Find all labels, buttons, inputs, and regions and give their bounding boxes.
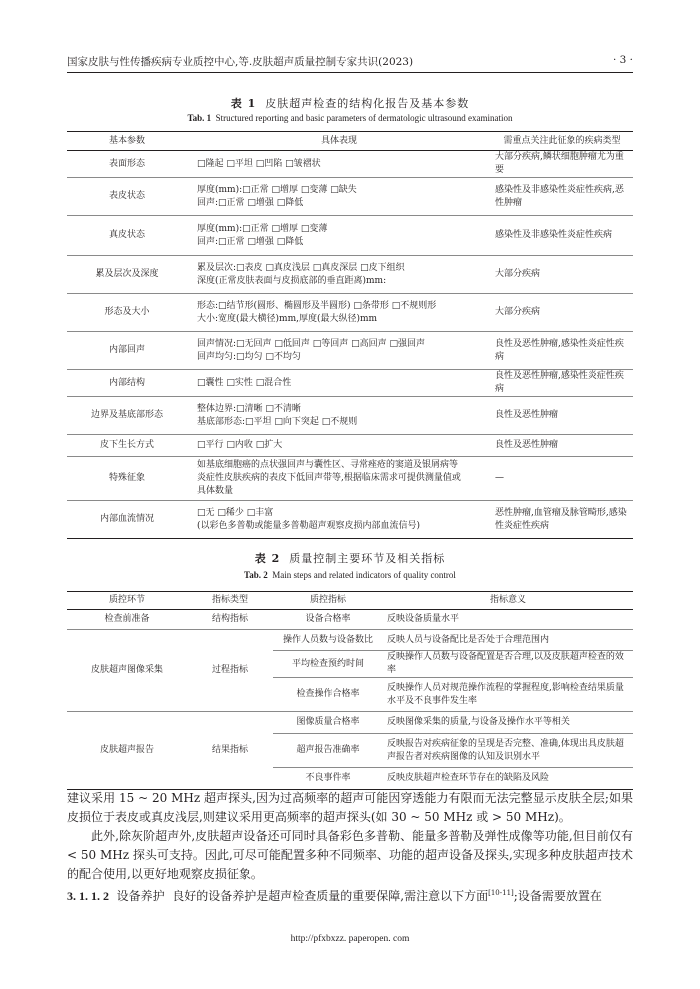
table1-label-en: Tab. 1 [187,113,212,123]
table-row [67,712,633,734]
perf-cell [187,332,491,370]
paragraph: 此外,除灰阶超声外,皮肤超声设备还可同时具备彩色多普勒、能量多普勒及弹性成像等功能,但目前仅有 < 50 MHz 探头可支持。因此,可尽可能配置多种不同频率、功能的超声设备及探头,实现多种皮肤超声技术的配合使用,以更好地观察皮损征象。 [67,829,633,881]
types-cell: 良性及恶性肿瘤,感染性炎症性疾病 [495,338,624,362]
perf-line: 厚度(mm):□正常 □增厚 □变薄 □缺失 [197,184,357,195]
table2-label-en: Tab. 2 [244,570,268,580]
table2 [67,591,633,790]
types-cell: 大部分疾病,鳞状细胞肿瘤尤为重要 [495,152,624,175]
table-row [67,630,633,651]
types-cell: 良性及恶性肿瘤,感染性炎症性疾病 [495,371,624,394]
types-cell: 感染性及非感染性炎症性疾病,恶性肿瘤 [495,184,624,208]
step-cell: 皮肤超声报告 [99,745,154,755]
types-cell: 良性及恶性肿瘤 [495,440,559,450]
param-cell: 形态及大小 [104,307,150,317]
table2-caption-cn: 质量控制主要环节及相关指标 [289,552,446,565]
perf-line: 形态:□结节形(圆形、椭圆形及半圆形) □条带形 □不规则形 [197,300,437,311]
perf-cell [187,501,491,539]
section-text-tail: ;设备需要放置在 [513,889,602,903]
page-number: · 3 · [612,54,633,66]
perf-line: □囊性 □实性 □混合性 [197,377,292,388]
types-cell: 大部分疾病 [495,307,541,317]
citation[interactable]: [10-11] [488,889,514,897]
table1-caption-en: Structured reporting and basic parameters of dermatologic ultrasound examination [215,113,513,123]
types-cell: 恶性肿瘤,血管瘤及脉管畸形,感染性炎症性疾病 [495,507,627,531]
param-cell: 内部回声 [108,345,145,355]
perf-line: □平行 □内收 □扩大 [197,440,283,450]
table-row [67,178,633,216]
section-paragraph [67,884,633,906]
param-cell: 表皮状态 [108,191,145,201]
indicator-cell: 设备合格率 [305,614,351,624]
table2-header-type: 指标类型 [187,592,273,610]
perf-cell [187,151,491,178]
section-heading: 设备养护 [116,889,165,903]
table-row [67,610,633,630]
perf-line: 累及层次:□表皮 □真皮浅层 □真皮深层 □皮下组织 [197,262,405,273]
running-head [67,54,633,69]
perf-cell [187,397,491,435]
table-row [67,370,633,397]
perf-cell [187,216,491,256]
table1-label-cn: 表 1 [230,97,257,110]
perf-line: □隆起 □平坦 □凹陷 □皱褶状 [197,158,321,169]
table1-caption-cn: 皮肤超声检查的结构化报告及基本参数 [265,97,470,110]
indicator-cell: 图像质量合格率 [296,717,360,727]
perf-cell [187,435,491,457]
table2-label-cn: 表 2 [254,552,281,565]
meaning-cell: 反映人员与设备配比是否处于合理范围内 [387,634,550,645]
perf-line: 厚度(mm):□正常 □增厚 □变薄 [197,223,328,234]
paragraph: 建议采用 15 ~ 20 MHz 超声探头,因为过高频率的超声可能因穿透能力有限而无法完整显示皮肤全层;如果皮损位于表皮或真皮浅层,则建议采用更高频率的超声探头(如 30 ~ 50 MHz 或 > 50 MHz)。 [67,791,633,824]
meaning-cell: 反映报告对疾病征象的呈现是否完整、准确,体现出具皮肤超声报告者对疾病图像的认知及识别水平 [387,738,624,762]
perf-line: 大小:宽度(最大横径)mm,厚度(最大纵径)mm [197,313,378,324]
types-cell: 大部分疾病 [495,269,541,279]
meaning-cell: 反映操作人员数与设备配置是否合理,以及皮肤超声检查的效率 [387,652,624,675]
section-number: 3. 1. 1. 2 [67,889,109,903]
types-cell: 感染性及非感染性炎症性疾病 [495,230,613,240]
indicator-cell: 检查操作合格率 [296,689,360,699]
table-row [67,397,633,435]
indicator-cell: 不良事件率 [305,773,351,783]
table-row [67,216,633,256]
perf-line: 回声情况:□无回声 □低回声 □等回声 □高回声 □强回声 [197,338,425,349]
param-cell: 内部血流情况 [99,514,154,524]
param-cell: 内部结构 [108,377,145,388]
table1-header-types: 需重点关注此征象的疾病类型 [491,132,633,151]
param-cell: 真皮状态 [108,230,145,240]
param-cell: 皮下生长方式 [99,440,154,450]
perf-line: 回声:□正常 □增强 □降低 [197,197,304,208]
meaning-cell: 反映图像采集的质量,与设备及操作水平等相关 [387,717,570,727]
param-cell: 表面形态 [108,158,145,169]
perf-line: 基底部形态:□平坦 □向下突起 □不规则 [197,416,358,427]
table2-header-meaning: 指标意义 [383,592,633,610]
perf-line: 回声均匀:□均匀 □不均匀 [197,351,301,362]
perf-cell [187,457,491,501]
table2-header-indicator: 质控指标 [273,592,383,610]
table1-header-perf: 具体表现 [187,132,491,151]
indicator-cell: 操作人员数与设备数比 [282,634,373,645]
table2-title-en [0,570,700,580]
param-cell: 边界及基底部形态 [90,410,163,420]
perf-cell [187,370,491,397]
step-cell: 皮肤超声图像采集 [90,665,163,675]
perf-line: 深度(正常皮肤表面与皮损底部的垂直距离)mm: [197,275,387,286]
table1-title-en [0,113,700,123]
perf-line: (以彩色多普勒或能量多普勒超声观察皮损内部血流信号) [197,520,421,531]
table-row [67,332,633,370]
perf-line: 如基底细胞癌的点状强回声与囊性区、寻常痤疮的窦道及银屑病等 [197,460,459,470]
table-row [67,294,633,332]
table2-header-step: 质控环节 [67,592,187,610]
param-cell: 累及层次及深度 [95,269,159,279]
table1-header-param: 基本参数 [67,132,187,151]
table1-title-cn [0,95,700,111]
table-row [67,457,633,501]
running-head-title: 国家皮肤与性传播疾病专业质控中心,等.皮肤超声质量控制专家共识(2023) [67,56,414,68]
perf-line: 具体数量 [197,486,234,496]
table-row [67,501,633,539]
table2-title-cn [0,550,700,566]
meaning-cell: 反映设备质量水平 [387,614,460,624]
perf-cell [187,178,491,216]
table1 [67,131,633,539]
meaning-cell: 反映操作人员对规范操作流程的掌握程度,影响检查结果质量水平及不良事件发生率 [387,682,624,706]
types-cell: 良性及恶性肿瘤 [495,410,559,420]
table-row [67,151,633,178]
body-text [67,789,633,906]
perf-line: □无 □稀少 □丰富 [197,507,274,518]
perf-cell [187,256,491,294]
table2-caption-en: Main steps and related indicators of quality control [272,570,456,580]
indicator-cell: 平均检查预约时间 [291,658,364,669]
type-cell: 结果指标 [211,745,248,755]
perf-line: 炎症性皮肤疾病的表皮下低回声带等,根据临床需求可提供测量值或 [197,473,461,483]
table-row [67,256,633,294]
step-cell: 检查前准备 [104,614,150,624]
meaning-cell: 反映皮肤超声检查环节存在的缺陷及风险 [387,773,550,783]
section-text: 良好的设备养护是超声检查质量的重要保障,需注意以下方面 [172,889,489,903]
param-cell: 特殊征象 [108,473,145,483]
perf-line: 回声:□正常 □增强 □降低 [197,236,304,247]
header-rule [67,72,633,73]
types-cell: — [495,473,504,483]
type-cell: 结构指标 [211,614,248,624]
indicator-cell: 超声报告准确率 [296,745,360,755]
perf-cell [187,294,491,332]
perf-line: 整体边界:□清晰 □不清晰 [197,403,301,414]
table-row [67,435,633,457]
footer-url[interactable]: http://pfxbxzz. paperopen. com [290,934,410,944]
type-cell: 过程指标 [211,665,248,675]
